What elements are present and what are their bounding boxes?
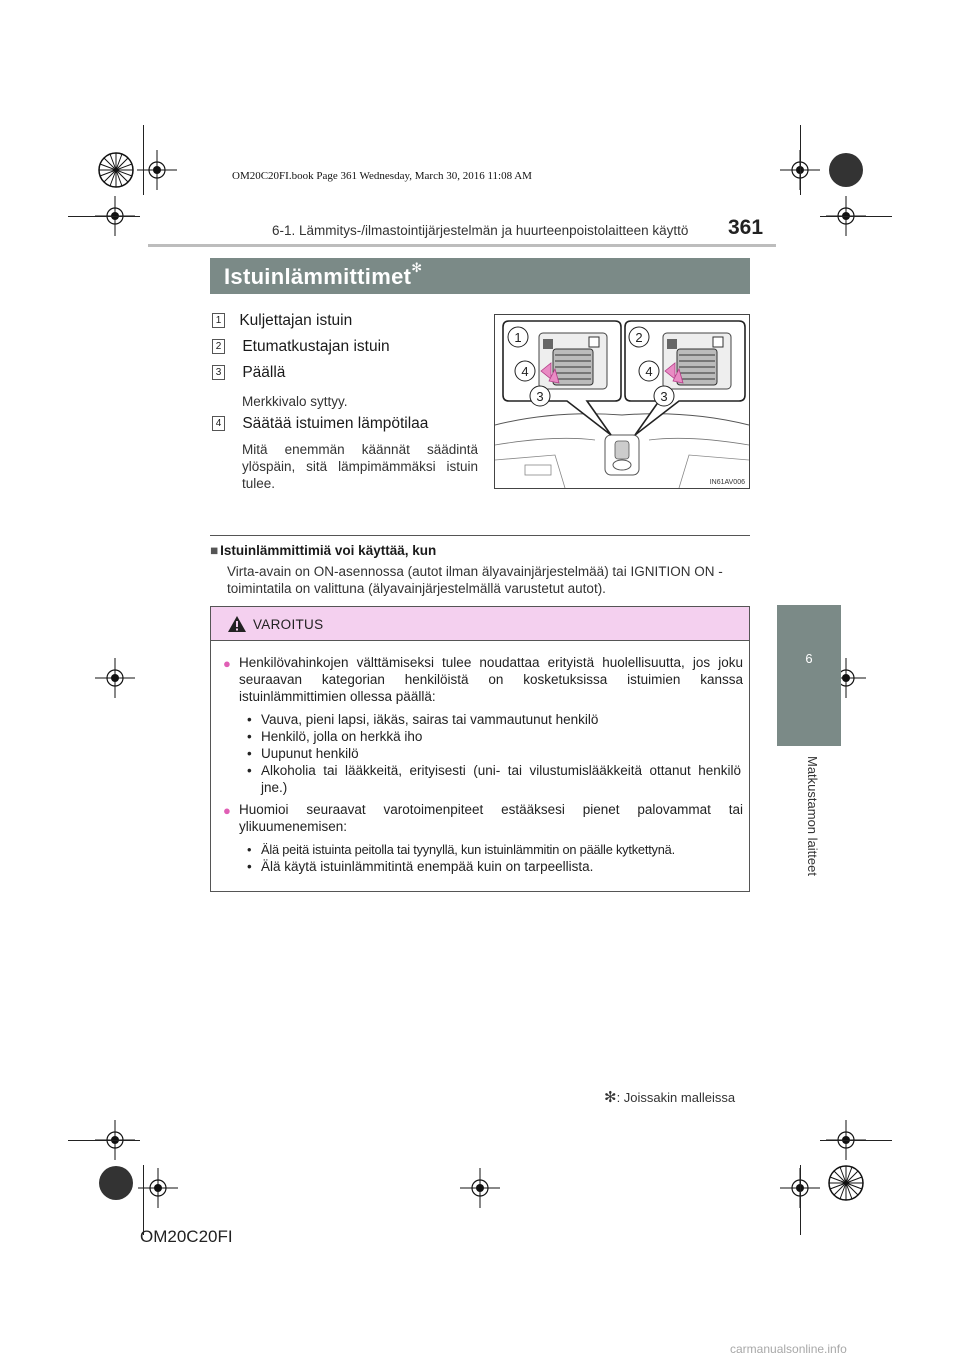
condition-title-text: Istuinlämmittimiä voi käyttää, kun	[220, 543, 437, 558]
dash-mark: •	[247, 729, 252, 744]
bullet-icon: ●	[223, 656, 231, 671]
page-number: 361	[728, 216, 764, 239]
dash-mark: •	[247, 712, 252, 727]
chapter-title: 6-1. Lämmitys-/ilmastointijärjestelmän ja huurteenpoistolaitteen käyttö	[272, 223, 689, 238]
crop-line	[800, 125, 801, 195]
crosshair-mark-icon	[138, 1168, 178, 1208]
condition-title	[210, 543, 436, 558]
item-label: Kuljettajan istuin	[239, 312, 353, 329]
figure-callout: 4	[521, 364, 529, 379]
warning-list-item	[247, 858, 743, 875]
list-text: Älä peitä istuinta peitolla tai tyynyllä, kun istuinlämmitin on päälle kytkettynä.	[261, 842, 675, 857]
registration-mark-icon	[96, 150, 136, 190]
figure-callout: 4	[645, 364, 653, 379]
chapter-tab-number: 6	[805, 651, 813, 666]
figure-callout: 3	[536, 389, 544, 404]
watermark: carmanualsonline.info	[730, 1342, 847, 1356]
item-label: Säätää istuimen lämpötilaa	[242, 415, 429, 432]
list-text: Uupunut henkilö	[261, 746, 359, 761]
dash-mark: •	[247, 859, 252, 874]
condition-marker: ■	[210, 543, 219, 558]
warning-label: VAROITUS	[253, 617, 324, 632]
dash-mark: •	[247, 746, 252, 761]
list-item	[212, 415, 428, 433]
warning-header	[211, 607, 749, 641]
warning-triangle-icon	[227, 615, 247, 633]
list-text: Älä käytä istuinlämmitintä enempää kuin on tarpeellista.	[261, 859, 594, 874]
section-title	[210, 258, 750, 294]
list-item	[212, 364, 285, 382]
crop-line	[143, 125, 144, 195]
item-number: 2	[212, 339, 225, 354]
condition-body: Virta-avain on ON-asennossa (autot ilman älyavainjärjestelmää) tai IGNITION ON -toimintatila on valittuna (älyavainjärjestelmällä varustetut autot).	[227, 564, 723, 596]
bullet-icon: ●	[223, 803, 231, 818]
figure-callout: 1	[514, 330, 522, 345]
warning-paragraph: Huomioi seuraavat varotoimenpiteet estääksesi pienet palovammat tai ylikuumenemisen:	[239, 802, 743, 834]
list-item	[212, 312, 352, 330]
footnote-text: : Joissakin malleissa	[616, 1090, 736, 1105]
item-label: Päällä	[242, 364, 286, 381]
list-text: Vauva, pieni lapsi, iäkäs, sairas tai vammautunut henkilö	[261, 712, 599, 727]
footnote-mark: ✻	[411, 260, 423, 275]
seat-heater-illustration	[494, 314, 750, 489]
footnote-mark: ✻	[604, 1089, 617, 1106]
list-text: Alkoholia tai lääkkeitä, erityisesti (uni- tai vilustumislääkkeitä ottanut henkilö jne.)	[261, 763, 741, 795]
item-number: 3	[212, 365, 225, 380]
footnote	[604, 1088, 735, 1106]
registration-mark-icon	[826, 150, 866, 190]
crop-line	[800, 1165, 801, 1235]
crop-line	[143, 1165, 144, 1235]
list-text: Henkilö, jolla on herkkä iho	[261, 729, 423, 744]
book-info: OM20C20FI.book Page 361 Wednesday, March 30, 2016 11:08 AM	[232, 170, 532, 182]
figure-callout: 3	[660, 389, 668, 404]
warning-list-item	[247, 745, 743, 762]
item-label: Etumatkustajan istuin	[242, 338, 390, 355]
list-item	[212, 338, 390, 356]
header-rule	[148, 244, 776, 247]
chapter-tab-label: Matkustamon laitteet	[805, 756, 820, 876]
crop-line	[68, 1140, 140, 1141]
warning-paragraph: Henkilövahinkojen välttämiseksi tulee noudattaa erityistä huolellisuutta, jos joku seuraavan kategorian henkilöistä on kosketuksissa istuimien kanssa istuinlämmittimien ollessa päällä:	[239, 655, 743, 704]
dash-mark: •	[247, 763, 252, 778]
dash-mark: •	[247, 842, 252, 857]
warning-bullet	[223, 655, 231, 673]
crosshair-mark-icon	[95, 658, 135, 698]
figure-callout: 2	[635, 330, 643, 345]
warning-box	[210, 606, 750, 892]
section-divider	[210, 535, 750, 536]
item-number: 4	[212, 416, 225, 431]
warning-list-item	[247, 728, 743, 745]
item-note: Mitä enemmän käännät säädintä ylöspäin, sitä lämpimämmäksi istuin tulee.	[242, 442, 478, 491]
warning-list-item	[247, 841, 747, 858]
crop-line	[820, 1140, 892, 1141]
dashboard-drawing	[495, 315, 749, 488]
warning-list-item	[247, 762, 741, 796]
registration-mark-icon	[826, 1163, 866, 1203]
registration-mark-icon	[96, 1163, 136, 1203]
item-number: 1	[212, 313, 225, 328]
warning-bullet	[223, 802, 231, 820]
warning-list-item	[247, 711, 743, 728]
manual-code: OM20C20FI	[140, 1227, 233, 1246]
crosshair-mark-icon	[460, 1168, 500, 1208]
chapter-tab	[777, 605, 841, 746]
figure-code: IN61AV006	[709, 479, 745, 486]
item-note: Merkkivalo syttyy.	[242, 394, 348, 409]
crop-line	[820, 216, 892, 217]
crop-line	[68, 216, 140, 217]
section-title-text: Istuinlämmittimet	[224, 264, 412, 289]
